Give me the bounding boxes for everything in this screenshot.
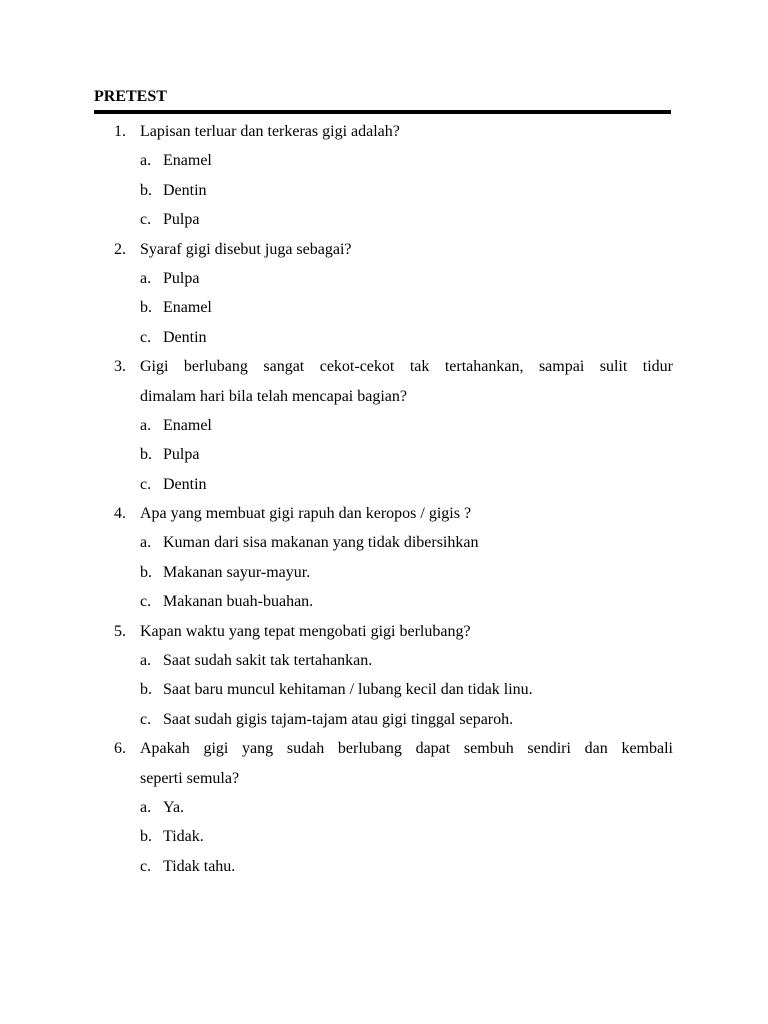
option-letter: a. <box>140 652 152 670</box>
option-text: Dentin <box>163 181 207 199</box>
option-text: Pulpa <box>163 269 200 287</box>
option-c <box>0 587 768 616</box>
option-text: Dentin <box>163 328 207 346</box>
question-number: 6. <box>114 740 126 758</box>
question-2 <box>0 235 768 264</box>
option-letter: c. <box>140 328 152 346</box>
question-5 <box>0 617 768 646</box>
question-text: Apakah gigi yang sudah berlubang dapat sembuh sendiri dan kembali <box>140 740 673 758</box>
option-text: Kuman dari sisa makanan yang tidak dibersihkan <box>163 534 479 552</box>
option-text: Saat sudah gigis tajam-tajam atau gigi tinggal separoh. <box>163 710 514 728</box>
question-number: 1. <box>114 123 126 140</box>
question-6-continuation <box>0 764 768 793</box>
question-3 <box>0 352 768 381</box>
option-a <box>0 793 768 822</box>
option-text: Enamel <box>163 416 212 434</box>
option-text: Enamel <box>163 152 212 170</box>
option-text: Saat baru muncul kehitaman / lubang kecil dan tidak linu. <box>163 681 533 699</box>
option-c <box>0 470 768 499</box>
option-letter: b. <box>140 181 152 199</box>
option-letter: b. <box>140 446 152 464</box>
option-text: Tidak. <box>163 828 204 846</box>
option-text: Dentin <box>163 475 207 493</box>
option-letter: b. <box>140 563 152 581</box>
option-letter: b. <box>140 828 152 846</box>
option-b <box>0 675 768 704</box>
question-text: Lapisan terluar dan terkeras gigi adalah? <box>140 123 400 140</box>
option-a <box>0 264 768 293</box>
question-text: dimalam hari bila telah mencapai bagian? <box>140 387 407 405</box>
question-4 <box>0 499 768 528</box>
question-text: Gigi berlubang sangat cekot-cekot tak tertahankan, sampai sulit tidur <box>140 358 673 376</box>
question-number: 4. <box>114 505 126 523</box>
question-list <box>0 117 768 881</box>
title-rule <box>94 110 671 114</box>
option-letter: b. <box>140 681 152 699</box>
question-number: 2. <box>114 240 126 258</box>
option-c <box>0 323 768 352</box>
option-letter: c. <box>140 593 152 611</box>
option-letter: c. <box>140 710 152 728</box>
option-b <box>0 822 768 851</box>
option-text: Tidak tahu. <box>163 857 236 875</box>
option-text: Makanan sayur-mayur. <box>163 563 311 581</box>
option-text: Saat sudah sakit tak tertahankan. <box>163 652 373 670</box>
option-letter: c. <box>140 857 152 875</box>
option-letter: a. <box>140 534 152 552</box>
question-number: 3. <box>114 358 126 376</box>
option-letter: a. <box>140 416 152 434</box>
question-text: seperti semula? <box>140 769 240 787</box>
question-text: Apa yang membuat gigi rapuh dan keropos / gigis ? <box>140 505 472 523</box>
option-a <box>0 411 768 440</box>
option-text: Makanan buah-buahan. <box>163 593 314 611</box>
question-text: Syaraf gigi disebut juga sebagai? <box>140 240 352 258</box>
option-b <box>0 176 768 205</box>
option-b <box>0 440 768 469</box>
option-a <box>0 146 768 175</box>
option-a <box>0 646 768 675</box>
option-text: Ya. <box>163 798 185 816</box>
option-letter: a. <box>140 798 152 816</box>
option-letter: a. <box>140 152 152 170</box>
option-c <box>0 205 768 234</box>
option-c <box>0 705 768 734</box>
question-number: 5. <box>114 622 126 640</box>
question-text: Kapan waktu yang tepat mengobati gigi berlubang? <box>140 622 471 640</box>
option-text: Enamel <box>163 299 212 317</box>
option-text: Pulpa <box>163 446 200 464</box>
option-a <box>0 528 768 557</box>
option-letter: b. <box>140 299 152 317</box>
option-b <box>0 293 768 322</box>
option-c <box>0 852 768 881</box>
question-3-continuation <box>0 382 768 411</box>
question-6 <box>0 734 768 763</box>
option-b <box>0 558 768 587</box>
option-letter: a. <box>140 269 152 287</box>
option-text: Pulpa <box>163 211 200 229</box>
question-1 <box>0 117 768 146</box>
page-title: PRETEST <box>94 88 167 105</box>
option-letter: c. <box>140 211 152 229</box>
option-letter: c. <box>140 475 152 493</box>
